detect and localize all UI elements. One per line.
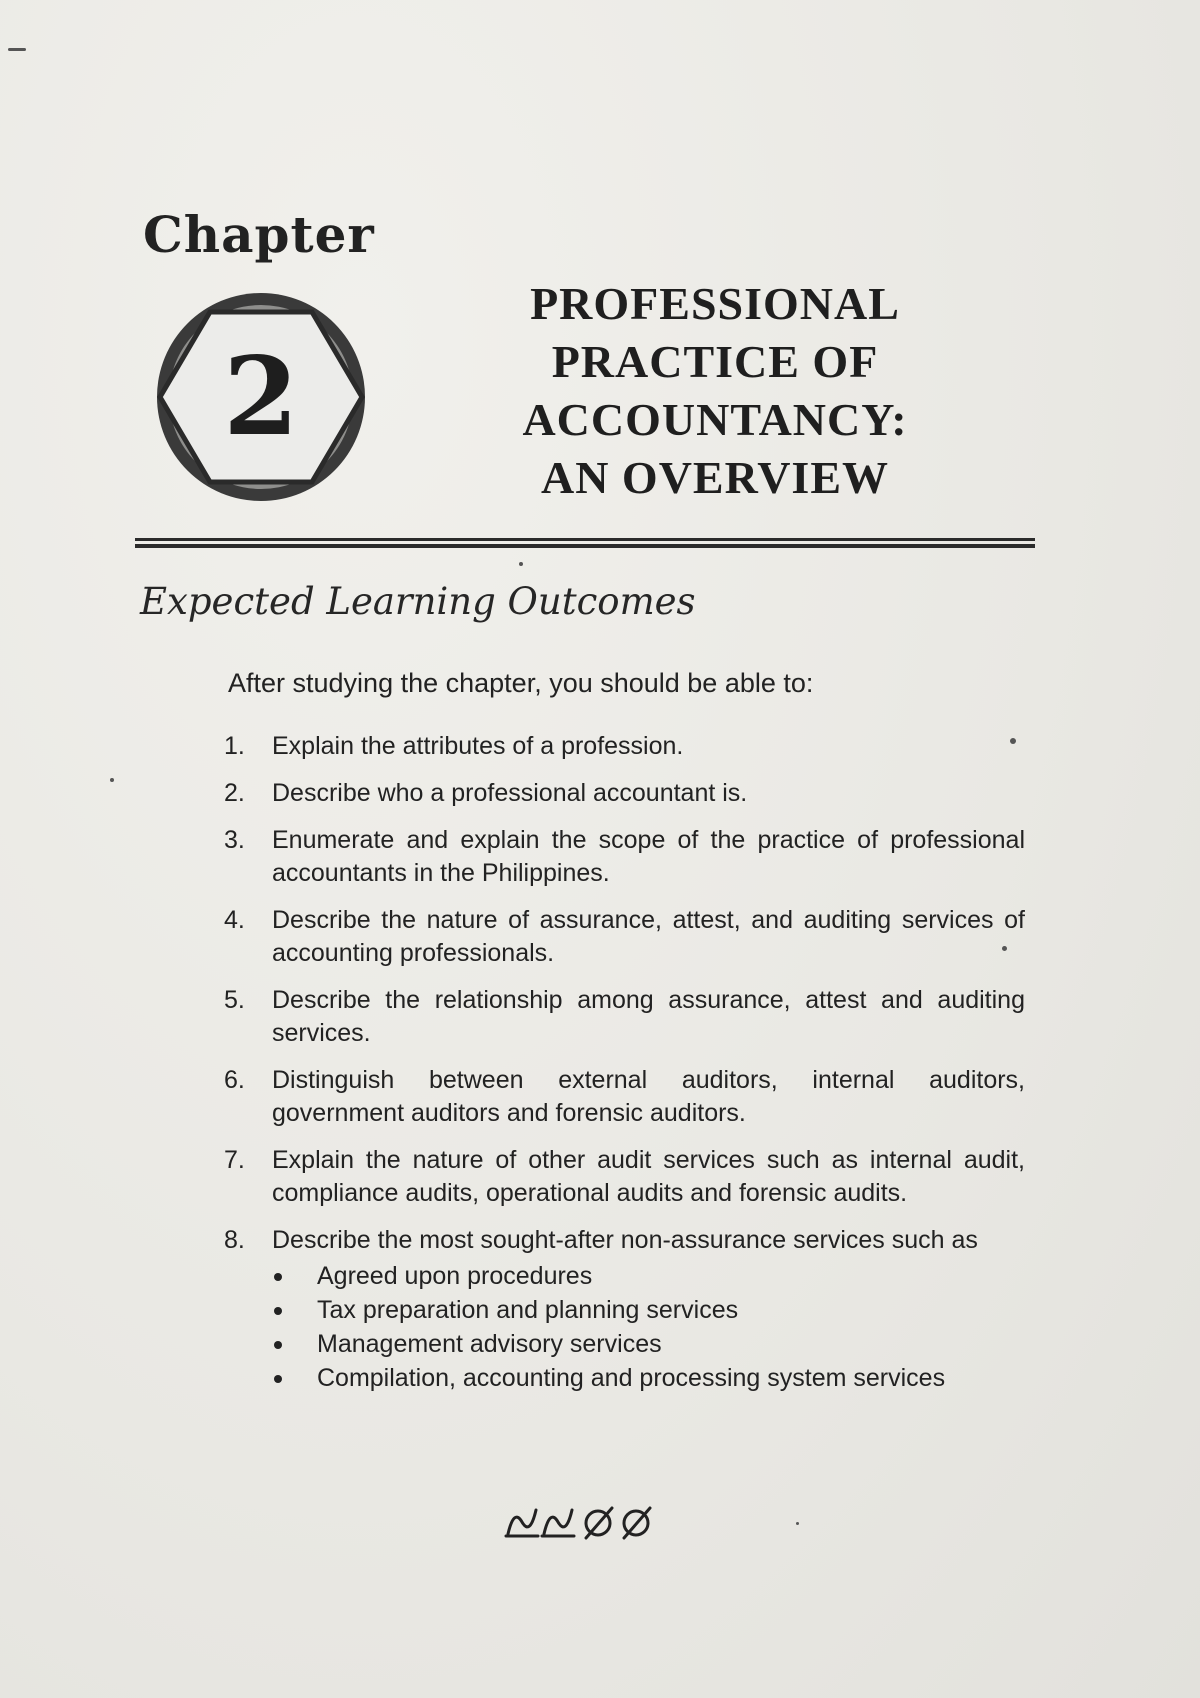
- list-item: [210, 1144, 1025, 1210]
- non-assurance-services-list: [272, 1259, 1025, 1395]
- sub-list-item: [272, 1361, 1025, 1395]
- paper-speck: [110, 778, 114, 782]
- sub-list-item: [272, 1293, 1025, 1327]
- list-item: [210, 730, 1025, 763]
- list-item: [210, 824, 1025, 890]
- item-text: Enumerate and explain the scope of the practice of professional accountants in the Philippines.: [272, 826, 1025, 887]
- paper-speck: [8, 48, 26, 51]
- item-number: 1.: [224, 732, 245, 760]
- item-number: 8.: [224, 1226, 245, 1254]
- chapter-label: Chapter: [143, 205, 375, 264]
- item-text: Explain the attributes of a profession.: [272, 732, 684, 760]
- double-rule-divider: [135, 538, 1035, 550]
- chapter-title: [480, 275, 950, 507]
- chapter-title-line: AN OVERVIEW: [540, 452, 890, 503]
- chapter-badge: [150, 288, 372, 506]
- item-text: Describe the most sought-after non-assurance services such as: [272, 1226, 978, 1254]
- sub-item-text: Tax preparation and planning services: [317, 1296, 739, 1324]
- learning-outcomes-list: [210, 730, 1025, 1409]
- paper-speck: [1010, 738, 1016, 744]
- sub-item-text: Compilation, accounting and processing system services: [317, 1364, 946, 1392]
- paper-speck: [519, 562, 523, 566]
- rule-line-top: [135, 538, 1035, 541]
- sub-item-text: Agreed upon procedures: [317, 1262, 593, 1290]
- sub-item-text: Management advisory services: [317, 1330, 662, 1358]
- bullet-icon: [274, 1341, 282, 1349]
- list-item: [210, 1224, 1025, 1395]
- chapter-title-line: ACCOUNTANCY:: [522, 394, 908, 445]
- bullet-icon: [274, 1375, 282, 1383]
- item-number: 3.: [224, 826, 245, 854]
- item-text: Describe the relationship among assurance, attest and auditing services.: [272, 986, 1025, 1047]
- list-item: [210, 984, 1025, 1050]
- section-heading: Expected Learning Outcomes: [140, 580, 696, 623]
- paper-speck: [1002, 946, 1007, 951]
- bullet-icon: [274, 1307, 282, 1315]
- item-text: Describe who a professional accountant is.: [272, 779, 748, 807]
- sub-list-item: [272, 1259, 1025, 1293]
- item-number: 7.: [224, 1146, 245, 1174]
- sub-list-item: [272, 1327, 1025, 1361]
- end-ornament-icon: [500, 1500, 660, 1544]
- chapter-title-line: PRACTICE OF: [551, 336, 879, 387]
- intro-text: After studying the chapter, you should be able to:: [228, 668, 814, 698]
- item-text: Explain the nature of other audit services such as internal audit, compliance audits, operational audits and forensic audits.: [272, 1146, 1025, 1207]
- item-number: 2.: [224, 779, 245, 807]
- item-number: 4.: [224, 906, 245, 934]
- item-text: Describe the nature of assurance, attest, and auditing services of accounting professionals.: [272, 906, 1025, 967]
- chapter-title-line: PROFESSIONAL: [530, 278, 900, 329]
- paper-speck: [796, 1522, 799, 1525]
- item-text: Distinguish between external auditors, internal auditors, government auditors and forensic auditors.: [272, 1066, 1025, 1127]
- list-item: [210, 777, 1025, 810]
- list-item: [210, 904, 1025, 970]
- item-number: 5.: [224, 986, 245, 1014]
- item-number: 6.: [224, 1066, 245, 1094]
- list-item: [210, 1064, 1025, 1130]
- bullet-icon: [274, 1273, 282, 1281]
- chapter-number: 2: [223, 334, 299, 460]
- rule-line-bottom: [135, 544, 1035, 548]
